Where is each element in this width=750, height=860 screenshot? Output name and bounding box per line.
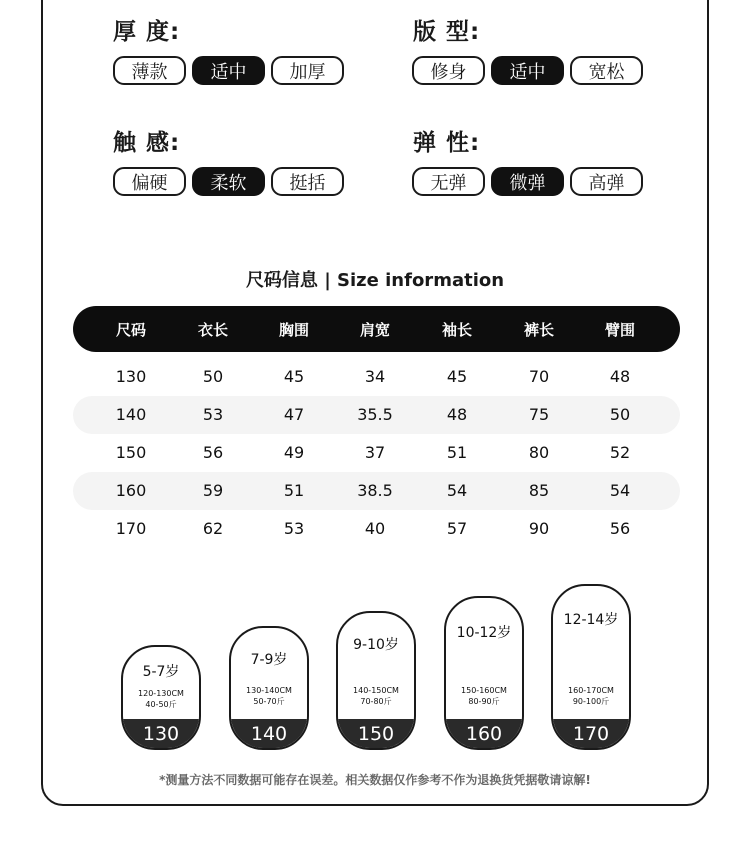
elasticity-option-high: 高弹 bbox=[570, 167, 643, 196]
weight-range: 40-50斤 bbox=[145, 700, 177, 709]
table-cell: 50 bbox=[609, 405, 631, 424]
table-cell: 35.5 bbox=[357, 405, 393, 424]
table-cell: 75 bbox=[528, 405, 550, 424]
size-label: 130 bbox=[123, 719, 199, 748]
table-cell: 56 bbox=[609, 519, 631, 538]
disclaimer-note: *测量方法不同数据可能存在误差。相关数据仅作参考不作为退换货凭据敬请谅解! bbox=[159, 773, 591, 787]
table-cell: 34 bbox=[364, 367, 386, 386]
fit-option-slim: 修身 bbox=[412, 56, 485, 85]
height-range: 150-160CM bbox=[461, 686, 507, 695]
table-cell: 40 bbox=[364, 519, 386, 538]
table-cell: 48 bbox=[609, 367, 631, 386]
table-row bbox=[73, 472, 680, 510]
feel-title: 触 感: bbox=[113, 130, 181, 156]
table-cell: 38.5 bbox=[357, 481, 393, 500]
table-cell: 54 bbox=[446, 481, 468, 500]
size-card-130 bbox=[121, 645, 201, 750]
table-cell: 51 bbox=[283, 481, 305, 500]
age-range: 12-14岁 bbox=[563, 612, 619, 628]
thickness-title: 厚 度: bbox=[113, 19, 181, 45]
card-spec bbox=[338, 685, 414, 707]
card-spec bbox=[231, 685, 307, 707]
table-cell: 50 bbox=[202, 367, 224, 386]
fit-title: 版 型: bbox=[413, 19, 481, 45]
table-cell: 45 bbox=[446, 367, 468, 386]
table-row bbox=[73, 434, 680, 472]
header-cell: 肩宽 bbox=[359, 321, 390, 339]
table-cell: 150 bbox=[115, 443, 147, 462]
thickness-option-thick: 加厚 bbox=[271, 56, 344, 85]
age-range: 10-12岁 bbox=[456, 625, 512, 641]
table-cell: 53 bbox=[202, 405, 224, 424]
table-cell: 59 bbox=[202, 481, 224, 500]
size-label: 160 bbox=[446, 719, 522, 748]
weight-range: 50-70斤 bbox=[253, 697, 285, 706]
elasticity-options bbox=[412, 167, 643, 196]
table-cell: 54 bbox=[609, 481, 631, 500]
table-cell: 80 bbox=[528, 443, 550, 462]
size-card-150 bbox=[336, 611, 416, 750]
weight-range: 80-90斤 bbox=[468, 697, 500, 706]
table-cell: 90 bbox=[528, 519, 550, 538]
card-spec bbox=[446, 685, 522, 707]
feel-option-crisp: 挺括 bbox=[271, 167, 344, 196]
height-range: 160-170CM bbox=[568, 686, 614, 695]
table-cell: 130 bbox=[115, 367, 147, 386]
table-cell: 45 bbox=[283, 367, 305, 386]
feel-options bbox=[113, 167, 344, 196]
age-range: 5-7岁 bbox=[142, 664, 180, 680]
table-row bbox=[73, 396, 680, 434]
height-range: 120-130CM bbox=[138, 689, 184, 698]
fit-option-regular: 适中 bbox=[491, 56, 564, 85]
table-cell: 85 bbox=[528, 481, 550, 500]
age-range: 9-10岁 bbox=[353, 637, 399, 653]
size-label: 150 bbox=[338, 719, 414, 748]
thickness-options bbox=[113, 56, 344, 85]
table-cell: 53 bbox=[283, 519, 305, 538]
card-spec bbox=[553, 685, 629, 707]
table-row bbox=[73, 510, 680, 548]
table-cell: 37 bbox=[364, 443, 386, 462]
header-cell: 胸围 bbox=[278, 321, 309, 339]
age-range: 7-9岁 bbox=[250, 652, 288, 668]
header-cell: 袖长 bbox=[441, 321, 472, 339]
table-cell: 57 bbox=[446, 519, 468, 538]
header-cell: 臂围 bbox=[604, 321, 635, 339]
height-range: 140-150CM bbox=[353, 686, 399, 695]
table-cell: 140 bbox=[115, 405, 147, 424]
feel-option-stiff: 偏硬 bbox=[113, 167, 186, 196]
elasticity-option-slight: 微弹 bbox=[491, 167, 564, 196]
weight-range: 70-80斤 bbox=[360, 697, 392, 706]
header-cell: 衣长 bbox=[197, 321, 228, 339]
table-cell: 51 bbox=[446, 443, 468, 462]
size-table-header bbox=[73, 306, 680, 352]
fit-option-loose: 宽松 bbox=[570, 56, 643, 85]
header-cell: 裤长 bbox=[523, 321, 554, 339]
table-cell: 56 bbox=[202, 443, 224, 462]
elasticity-title: 弹 性: bbox=[413, 130, 481, 156]
size-card-140 bbox=[229, 626, 309, 750]
table-cell: 62 bbox=[202, 519, 224, 538]
fit-options bbox=[412, 56, 643, 85]
size-info-title: 尺码信息 | Size information bbox=[245, 270, 505, 291]
table-cell: 160 bbox=[115, 481, 147, 500]
thickness-option-thin: 薄款 bbox=[113, 56, 186, 85]
table-row bbox=[73, 358, 680, 396]
elasticity-option-none: 无弹 bbox=[412, 167, 485, 196]
table-cell: 49 bbox=[283, 443, 305, 462]
table-cell: 47 bbox=[283, 405, 305, 424]
size-label: 140 bbox=[231, 719, 307, 748]
table-cell: 70 bbox=[528, 367, 550, 386]
size-card-170 bbox=[551, 584, 631, 750]
feel-option-soft: 柔软 bbox=[192, 167, 265, 196]
table-cell: 52 bbox=[609, 443, 631, 462]
table-cell: 48 bbox=[446, 405, 468, 424]
table-cell: 170 bbox=[115, 519, 147, 538]
thickness-option-medium: 适中 bbox=[192, 56, 265, 85]
height-range: 130-140CM bbox=[246, 686, 292, 695]
size-label: 170 bbox=[553, 719, 629, 748]
header-cell: 尺码 bbox=[115, 321, 146, 339]
weight-range: 90-100斤 bbox=[572, 697, 610, 706]
size-card-160 bbox=[444, 596, 524, 750]
card-spec bbox=[123, 688, 199, 710]
